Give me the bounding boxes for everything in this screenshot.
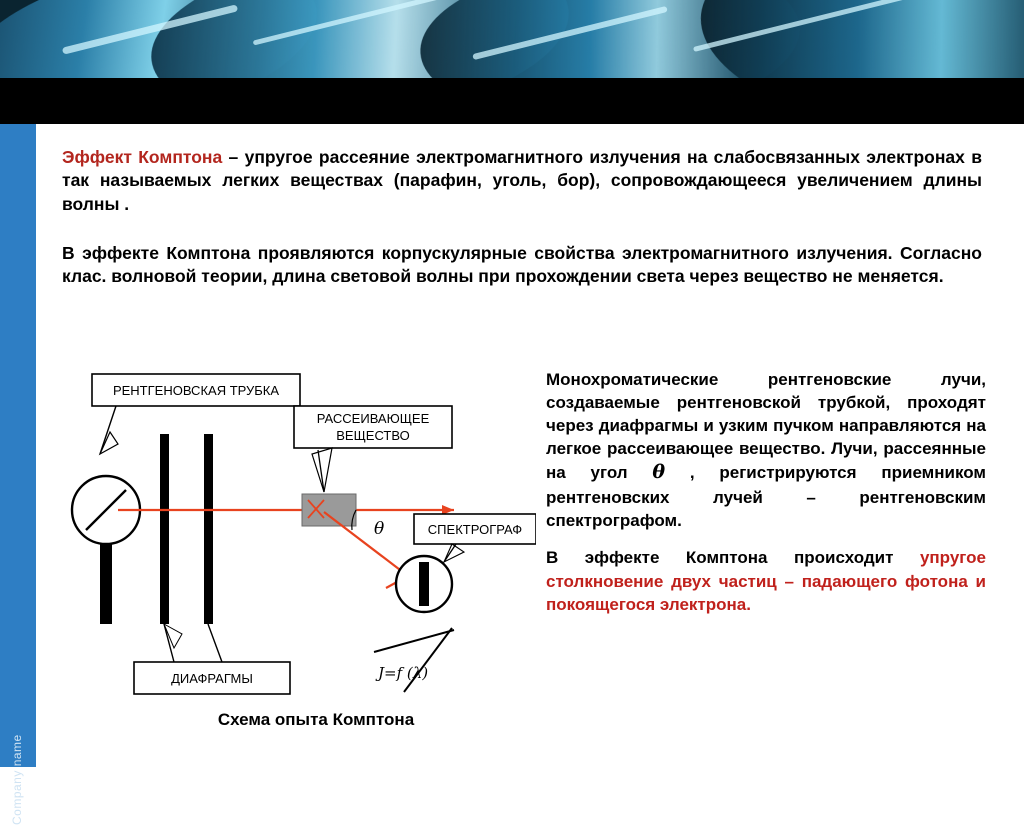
theta-symbol: θ — [652, 461, 666, 484]
svg-text:ВЕЩЕСТВО: ВЕЩЕСТВО — [336, 428, 410, 443]
company-name-label: Company name — [10, 734, 24, 825]
svg-text:РЕНТГЕНОВСКАЯ ТРУБКА: РЕНТГЕНОВСКАЯ ТРУБКА — [112, 383, 280, 398]
paragraph-definition — [62, 146, 982, 216]
right-text-column — [546, 368, 986, 630]
diagram-svg — [56, 362, 536, 762]
svg-text:РАССЕИВАЮЩЕЕ: РАССЕИВАЮЩЕЕ — [316, 411, 430, 426]
rail-label-wrapper — [0, 597, 36, 825]
svg-text:J=f (λ): J=f (λ) — [378, 664, 429, 682]
compton-experiment-diagram — [56, 362, 536, 762]
paragraph-corpuscular: В эффекте Комптона проявляются корпускулярные свойства электромагнитного излучения. Согласно клас. волновой теории, длина световой волны при прохождении света через вещество не меняется. — [62, 243, 982, 287]
svg-text:СПЕКТРОГРАФ: СПЕКТРОГРАФ — [427, 522, 523, 537]
slide-banner-image — [0, 0, 1024, 88]
left-blue-rail — [0, 124, 36, 825]
paragraph-monochromatic-a: Монохроматические рентгеновские лучи, создаваемые рентгеновской трубкой, проходят через диафрагмы и узким пучком направляются на легкое рассеивающее вещество. Лучи, рассеянные на угол — [546, 370, 986, 483]
svg-text:θ: θ — [374, 519, 385, 539]
paragraph-definition-text: – упругое рассеяние электромагнитного излучения на слабосвязанных электронах в так называемых легких веществах (парафин, уголь, бор), сопровождающееся увеличением длины волны . — [62, 147, 982, 214]
paragraph-elastic-red: упругое столкновение двух частиц – падающего фотона и покоящегося электрона. — [546, 548, 986, 614]
paragraph-elastic-collision — [546, 546, 986, 615]
banner-swash-4 — [691, 0, 1024, 88]
header-black-band — [0, 88, 1024, 124]
paragraph-monochromatic — [546, 368, 986, 532]
figure-caption: Схема опыта Комптона — [217, 710, 415, 729]
banner-bottom-edge — [0, 78, 1024, 88]
slide-content — [36, 124, 1024, 767]
paragraph-monochromatic-b: , регистрируются приемником рентгеновских лучей – рентгеновским спектрографом. — [546, 463, 986, 531]
svg-text:ДИАФРАГМЫ: ДИАФРАГМЫ — [171, 671, 253, 686]
paragraph-elastic-black: В эффекте Комптона происходит — [546, 548, 920, 568]
term-compton-effect: Эффект Комптона — [62, 147, 223, 167]
